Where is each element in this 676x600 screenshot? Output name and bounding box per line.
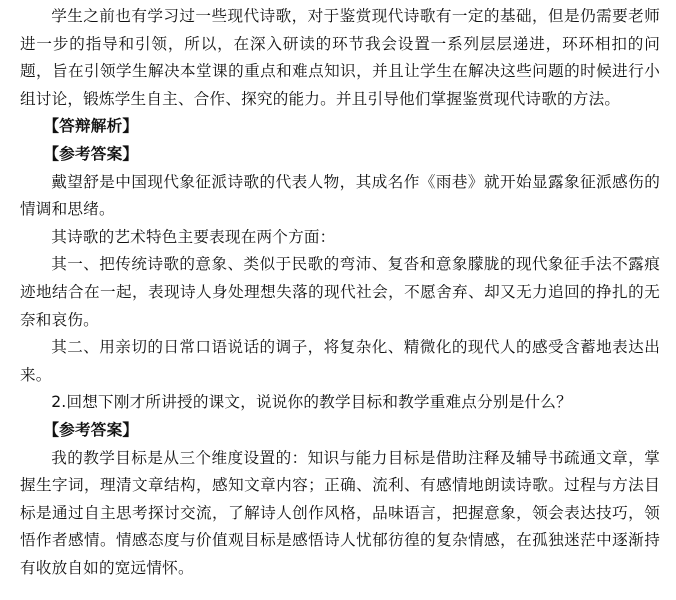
answer-paragraph-3: 其一、把传统诗歌的意象、类似于民歌的弯沛、复沓和意象朦胧的现代象征手法不露痕迹地结合在一起，表现诗人身处理想失落的现代社会，不愿舍弃、却又无力追回的挣扎的无奈和哀伤。: [20, 255, 660, 329]
reference-answer-heading-2: 【参考答案】: [43, 420, 139, 439]
answer-analysis-heading: 【答辩解析】: [43, 117, 139, 136]
answer-paragraph-5: 我的教学目标是从三个维度设置的：知识与能力目标是借助注释及辅导书疏通文章，掌握生字词，理清文章结构，感知文章内容；正确、流利、有感情地朗读诗歌。过程与方法目标是通过自主思考探讨交流，了解诗人创作风格，品味语言，把握意象，领会表达技巧，领悟作者感情。情感态度与价值观目标是感悟诗人忧郁彷徨的复杂情感，在孤独迷茫中逐渐持有收放自如的宽远情怀。: [20, 448, 660, 577]
question-2: 2.回想下刚才所讲授的课文，说说你的教学目标和教学重难点分别是什么？: [51, 393, 572, 412]
intro-paragraph: 学生之前也有学习过一些现代诗歌，对于鉴赏现代诗歌有一定的基础，但是仍需要老师进一步的指导和引领，所以，在深入研读的环节我会设置一系列层层递进，环环相扣的问题，旨在引领学生解决本堂课的重点和难点知识，并且让学生在解决这些问题的时候进行小组讨论，锻炼学生自主、合作、探究的能力。并且引导他们掌握鉴赏现代诗歌的方法。: [20, 7, 660, 108]
document-page: [20, 3, 660, 582]
reference-answer-heading-1: 【参考答案】: [43, 144, 139, 163]
answer-paragraph-2: 其诗歌的艺术特色主要表现在两个方面：: [51, 227, 336, 246]
answer-paragraph-1: 戴望舒是中国现代象征派诗歌的代表人物，其成名作《雨巷》就开始显露象征派感伤的情调和思绪。: [20, 172, 660, 219]
answer-paragraph-4: 其二、用亲切的日常口语说话的调子，将复杂化、精微化的现代人的感受含蓄地表达出来。: [20, 338, 660, 384]
